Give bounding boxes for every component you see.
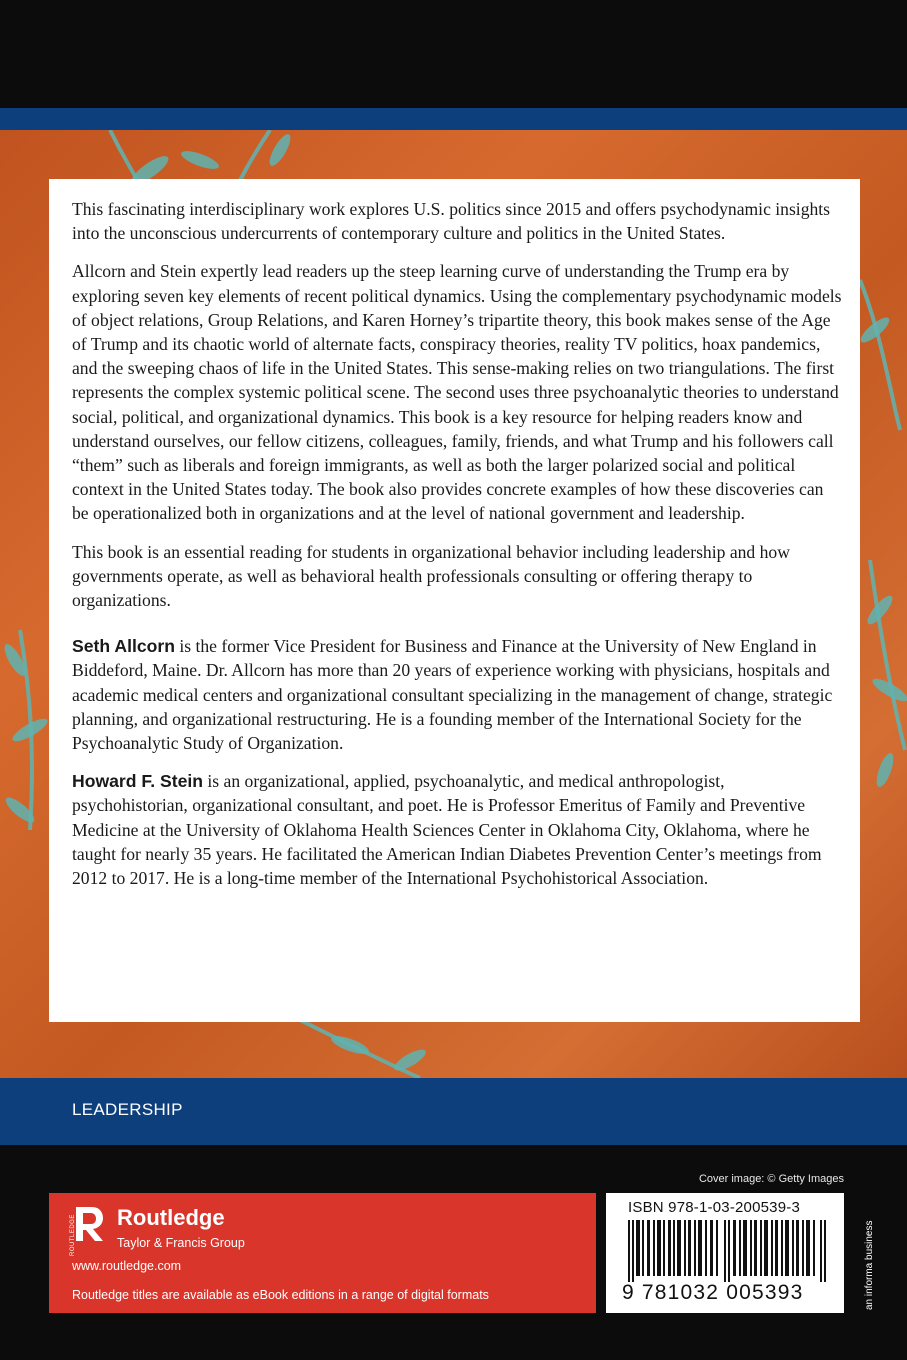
publisher-name: Routledge	[117, 1205, 225, 1230]
author-bio-text: is an organizational, applied, psychoanalytic, and medical anthropologist, psychohistorian, organizational consultant, and poet. He is Professor Emeritus of Family and Preventive Medicine at the University of Oklahoma Health Sciences Center in Oklahoma City, Oklahoma, where he taught for nearly 35 years. He facilitated the American Indian Diabetes Prevention Center’s meetings from 2012 to 2017. He is a long-time member of the International Psychohistorical Association.	[72, 771, 822, 889]
publisher-website[interactable]: www.routledge.com	[72, 1259, 182, 1273]
top-blue-stripe	[0, 108, 907, 130]
logo-vertical-word: ROUTLEDGE	[70, 1214, 76, 1256]
author-bio-allcorn	[72, 634, 842, 755]
routledge-logo-icon	[72, 1203, 106, 1255]
publisher-group: Taylor & Francis Group	[117, 1236, 245, 1250]
back-cover-text	[72, 197, 842, 904]
author-bio-stein	[72, 769, 842, 890]
barcode-icon	[628, 1220, 826, 1282]
blurb-paragraph-1: This fascinating interdisciplinary work explores U.S. politics since 2015 and offers psychodynamic insights into the unconscious undercurrents of contemporary culture and politics in the United States.	[72, 199, 831, 244]
informa-business-label: an informa business	[864, 1220, 875, 1310]
cover-image-credit: Cover image: © Getty Images	[698, 1173, 844, 1185]
blurb-paragraph-2: Allcorn and Stein expertly lead readers up the steep learning curve of understanding the Trump era by exploring seven key elements of recent political dynamics. Using the complementary psychodynamic models of object relations, Group Relations, and Karen Horney’s tripartite theory, this book makes sense of the Age of Trump and its chaotic world of alternate facts, conspiracy theories, reality TV politics, hoax pandemics, and the sweeping chaos of life in the United States. This sense-making relies on two triangulations. The first represents the complex systemic political scene. The second uses three psychoanalytic theories to understand social, political, and organizational dynamics. This book is a key resource for helping readers know and understand ourselves, our fellow citizens, colleagues, family, friends, and what Trump and his followers call “them” such as liberals and foreign immigrants, as well as both the larger polarized social and political context in the United States today. The book also provides concrete examples of how these discoveries can be operationalized both in organizations and at the level of national government and leadership.	[72, 261, 842, 524]
ebook-note: Routledge titles are available as eBook editions in a range of digital formats	[72, 1288, 489, 1302]
blurb-paragraph-3: This book is an essential reading for students in organizational behavior including leadership and how governments operate, as well as behavioral health professionals consulting or offering therapy to organizations.	[72, 541, 790, 611]
author-name: Seth Allcorn	[72, 636, 175, 657]
author-bio-text: is the former Vice President for Business and Finance at the University of New England in Biddeford, Maine. Dr. Allcorn has more than 20 years of experience working with physicians, hospitals and academic medical centers and organizational consultant specializing in the management of change, strategic planning, and organizational restructuring. He is a founding member of the International Society for the Psychoanalytic Study of Organization.	[72, 636, 833, 754]
subject-category: LEADERSHIP	[72, 1100, 183, 1119]
top-black-band	[0, 0, 907, 108]
barcode-digits: 9 781032 005393	[622, 1281, 804, 1304]
author-name: Howard F. Stein	[72, 771, 203, 792]
isbn-label: ISBN 978-1-03-200539-3	[628, 1199, 801, 1216]
